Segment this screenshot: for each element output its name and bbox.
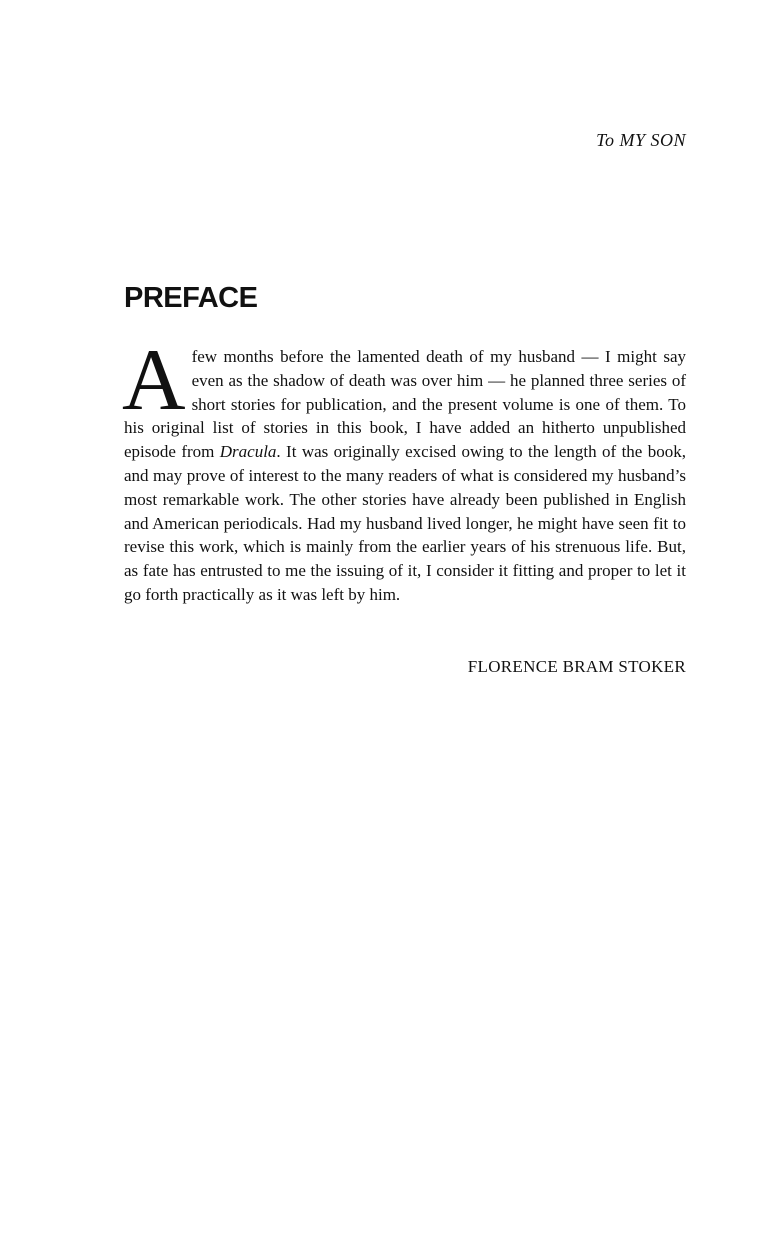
signature: FLORENCE BRAM STOKER <box>467 657 686 676</box>
paragraph-text-after-title: . It was originally excised owing to the length of the book, and may prove of interest to the many readers of what is considered my husband’s most remarkable work. The other stories have already been published in English and American periodicals. Had my husband lived longer, he might have seen fit to revise this work, which is mainly from the earlier years of his strenuous life. But, as fate has entrusted to me the issuing of it, I consider it fitting and proper to let it go forth practically as it was left by him. <box>124 442 686 604</box>
paragraph-text-before-title: few months before the lamented death of my husband — I might say even as the shadow of death was over him — he planned three series of short stories for publication, and the present volume is one of them. To his original list of stories in this book, I have added an hitherto unpublished episode from <box>124 347 686 462</box>
page-title: PREFACE <box>124 282 258 314</box>
preface-paragraph <box>122 332 686 607</box>
drop-cap: A <box>122 332 186 429</box>
book-title: Dracula <box>219 442 277 462</box>
dedication: To MY SON <box>596 130 686 150</box>
